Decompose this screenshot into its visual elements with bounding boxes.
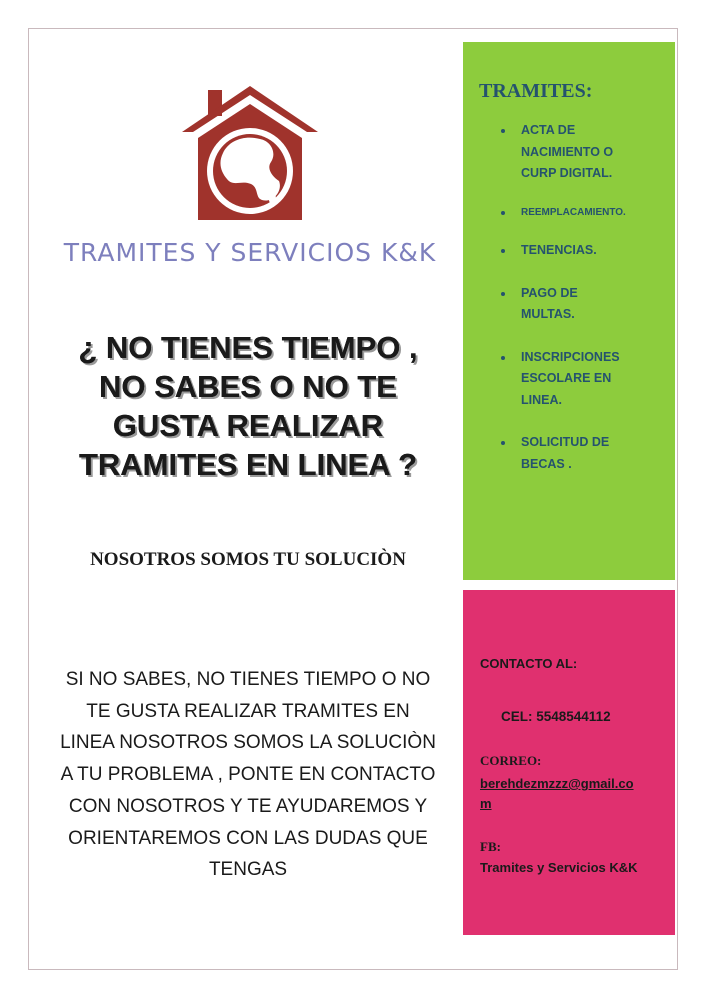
service-line: REEMPLACAMIENTO. [521,206,626,218]
headline-line: TRAMITES EN LINEA ? [78,447,418,482]
services-list [497,118,667,475]
body-line: TENGAS [208,859,288,881]
fb-value: Tramites y Servicios K&K [480,860,638,875]
email-line: berehdezmzzz@gmail.co [480,776,634,791]
contact-heading: CONTACTO AL: [480,656,578,671]
email-label: CORREO: [480,753,542,768]
service-line: PAGO DE [521,285,578,300]
body-text [32,664,464,886]
body-line: CON NOSOTROS Y TE AYUDAREMOS Y [68,795,428,817]
service-line: MULTAS. [521,307,575,321]
service-item [497,120,667,185]
fb-label: FB: [480,839,501,854]
service-line: CURP DIGITAL. [521,166,613,180]
body-line: A TU PROBLEMA , PONTE EN CONTACTO [60,764,436,786]
service-line: SOLICITUD DE [521,435,610,449]
body-line: ORIENTAREMOS CON LAS DUDAS QUE [68,827,428,849]
service-line: BECAS . [521,456,572,471]
service-line: NACIMIENTO O [521,144,614,159]
service-item [497,347,667,412]
service-item [497,432,667,475]
service-line: INSCRIPCIONES [521,349,620,364]
service-line: LINEA. [521,392,562,407]
service-line: ACTA DE [521,123,576,137]
headline-line: NO SABES O NO TE [99,369,397,404]
brand-name: TRAMITES Y SERVICIOS K&K [63,238,437,267]
headline-line: GUSTA REALIZAR [112,408,384,443]
services-title: TRAMITES: [479,80,593,102]
services-panel [463,42,675,580]
brand-logo [60,80,440,280]
headline [34,328,462,484]
service-line: ESCOLARE EN [521,371,612,385]
service-item [497,202,667,224]
tagline: NOSOTROS SOMOS TU SOLUCIÒN [90,549,406,570]
headline-line: ¿ NO TIENES TIEMPO , [78,330,418,365]
email-line: m [480,796,492,811]
body-line: LINEA NOSOTROS SOMOS LA SOLUCIÒN [60,732,436,754]
service-item [497,283,667,326]
house-globe-icon [180,80,320,225]
body-line: SI NO SABES, NO TIENES TIEMPO O NO [65,669,431,690]
body-line: TE GUSTA REALIZAR TRAMITES EN [86,700,410,722]
contact-panel [463,590,675,935]
phone-number: CEL: 5548544112 [501,709,611,724]
email-link[interactable] [480,774,660,814]
service-line: TENENCIAS. [521,243,597,257]
service-item [497,240,667,262]
